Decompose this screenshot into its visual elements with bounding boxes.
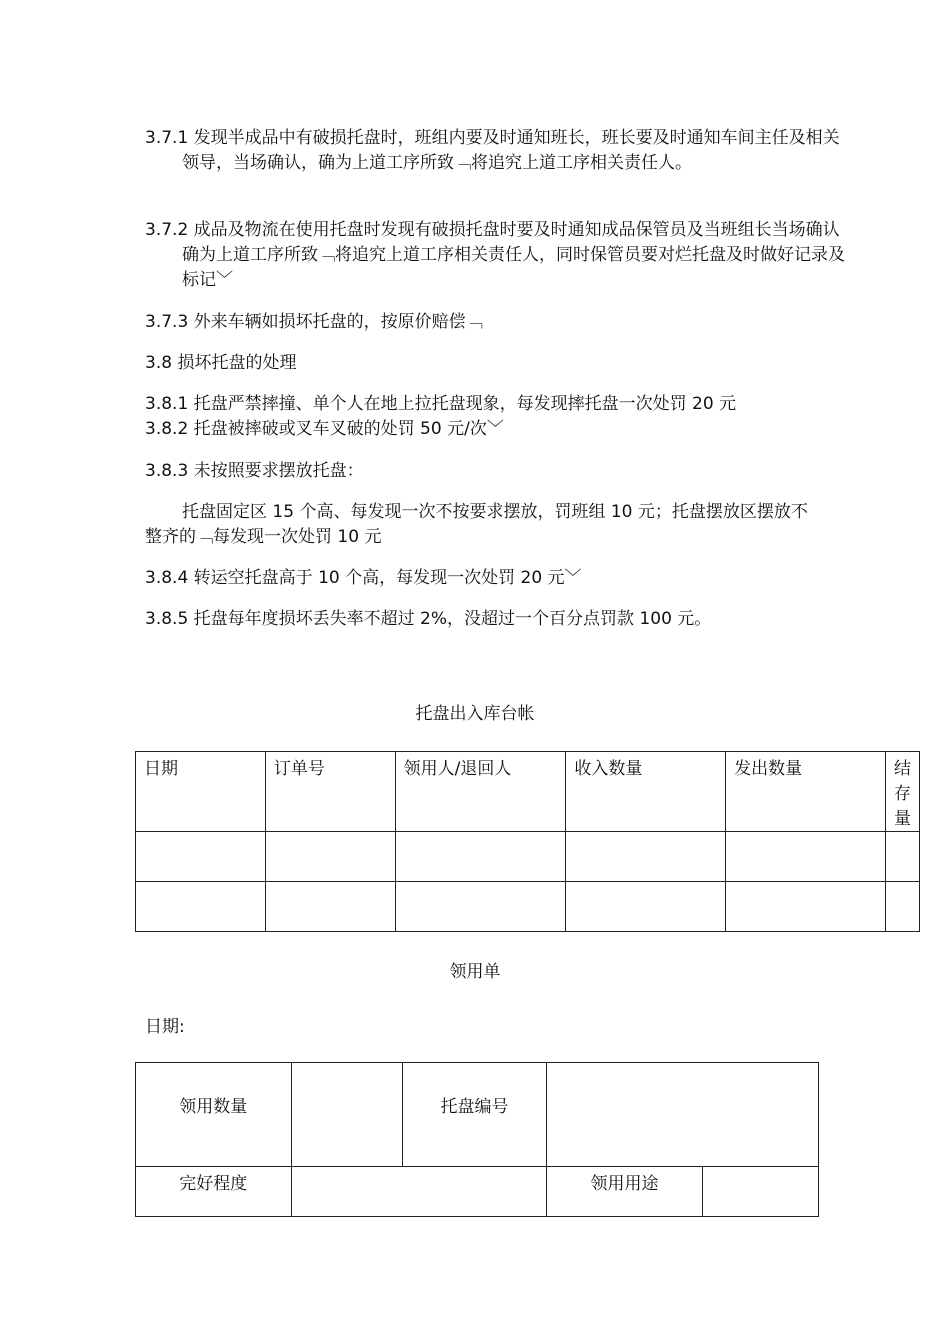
rule-3-8-2: 3.8.2 托盘被摔破或叉车叉破的处罚 50 元/次﹀ [145,419,504,439]
ledger-cell[interactable] [265,832,395,882]
rule-3-7-3: 3.7.3 外来车辆如损坏托盘的，按原价赔偿﹁ [145,312,483,332]
ledger-header-issued-qty: 发出数量 [726,752,886,832]
ledger-table [135,751,920,932]
ledger-cell[interactable] [395,882,566,932]
ledger-header-balance: 结存量 [886,752,920,832]
ledger-cell[interactable] [886,832,920,882]
ledger-cell[interactable] [136,882,266,932]
ledger-header-date: 日期 [136,752,266,832]
ledger-cell[interactable] [395,832,566,882]
ledger-cell[interactable] [265,882,395,932]
requisition-date-label: 日期: [145,1017,185,1037]
requisition-row-1 [136,1063,819,1167]
ledger-header-row [136,752,920,832]
rule-3-8-heading: 3.8 损坏托盘的处理 [145,353,297,373]
ledger-cell[interactable] [886,882,920,932]
ledger-cell[interactable] [136,832,266,882]
condition-label: 完好程度 [136,1167,292,1217]
quantity-label: 领用数量 [136,1063,292,1167]
ledger-header-order-no: 订单号 [265,752,395,832]
rule-3-7-2: 3.7.2 成品及物流在使用托盘时发现有破损托盘时要及时通知成品保管员及当班组长当场确认确为上道工序所致﹁将追究上道工序相关责任人，同时保管员要对烂托盘及时做好记录及标记﹀ [145,220,845,290]
quantity-value[interactable] [291,1063,403,1167]
pallet-no-value[interactable] [546,1063,818,1167]
rule-3-8-3: 3.8.3 未按照要求摆放托盘： [145,461,364,481]
ledger-header-recipient: 领用人/退回人 [395,752,566,832]
requisition-title: 领用单 [449,962,501,982]
ledger-header-received-qty: 收入数量 [566,752,726,832]
rule-3-8-5: 3.8.5 托盘每年度损坏丢失率不超过 2%，没超过一个百分点罚款 100 元。 [145,609,712,629]
purpose-label: 领用用途 [546,1167,703,1217]
ledger-title: 托盘出入库台帐 [415,704,535,724]
purpose-value[interactable] [703,1167,819,1217]
requisition-table [135,1062,819,1217]
pallet-no-label: 托盘编号 [403,1063,547,1167]
condition-value[interactable] [291,1167,546,1217]
rule-3-7-1: 3.7.1 发现半成品中有破损托盘时，班组内要及时通知班长，班长要及时通知车间主任及相关领导，当场确认，确为上道工序所致﹁将追究上道工序相关责任人。 [145,128,840,173]
rule-3-8-1: 3.8.1 托盘严禁摔撞、单个人在地上拉托盘现象，每发现摔托盘一次处罚 20 元 [145,394,737,414]
ledger-cell[interactable] [566,882,726,932]
table-row [136,882,920,932]
ledger-cell[interactable] [726,882,886,932]
ledger-cell[interactable] [726,832,886,882]
rule-3-8-3-detail: 托盘固定区 15 个高、每发现一次不按要求摆放，罚班组 10 元；托盘摆放区摆放不整齐的﹁每发现一次处罚 10 元 [145,502,808,547]
ledger-cell[interactable] [566,832,726,882]
table-row [136,832,920,882]
requisition-row-2 [136,1167,819,1217]
rule-3-8-4: 3.8.4 转运空托盘高于 10 个高，每发现一次处罚 20 元﹀ [145,568,582,588]
